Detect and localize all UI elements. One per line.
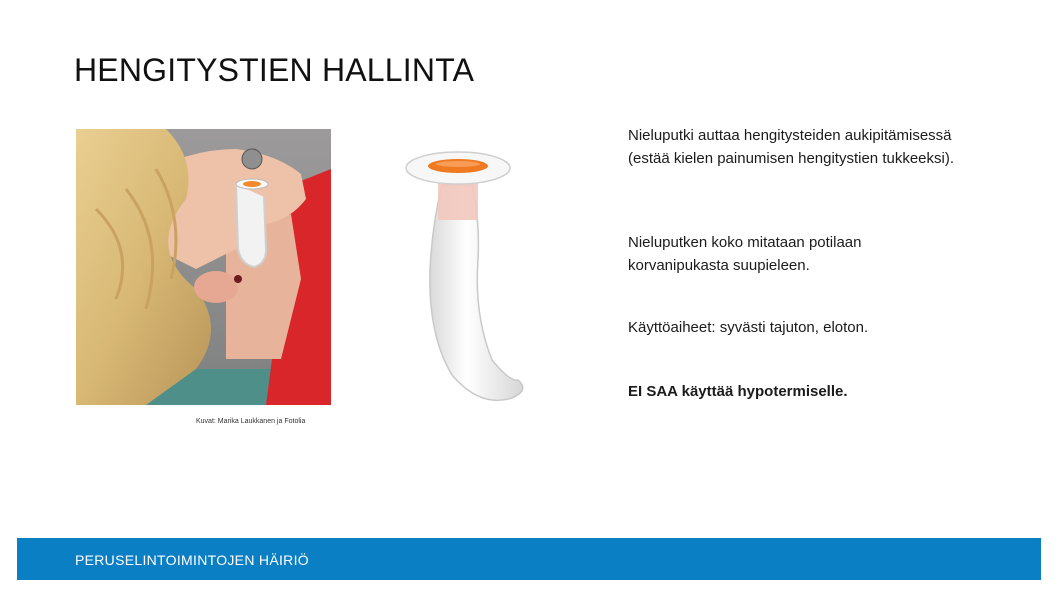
paragraph-contraindication: EI SAA käyttää hypotermiselle. <box>628 383 848 400</box>
patient-airway-photo <box>76 129 331 405</box>
footer-label: PERUSELINTOIMINTOJEN HÄIRIÖ <box>75 552 309 568</box>
paragraph-airway-purpose: Nieluputki auttaa hengitysteiden aukipitämisessä (estää kielen painumisen hengitystien tukkeeksi). <box>628 127 955 167</box>
image-credit: Kuvat: Marika Laukkanen ja Fotolia <box>196 418 306 425</box>
footer-bar <box>17 538 1041 580</box>
paragraph-size-measurement: Nieluputken koko mitataan potilaan korvanipukasta suupieleen. <box>628 234 862 274</box>
paragraph-indications: Käyttöaiheet: syvästi tajuton, eloton. <box>628 319 869 336</box>
slide-title: HENGITYSTIEN HALLINTA <box>74 52 475 88</box>
oropharyngeal-airway-image <box>400 140 540 405</box>
